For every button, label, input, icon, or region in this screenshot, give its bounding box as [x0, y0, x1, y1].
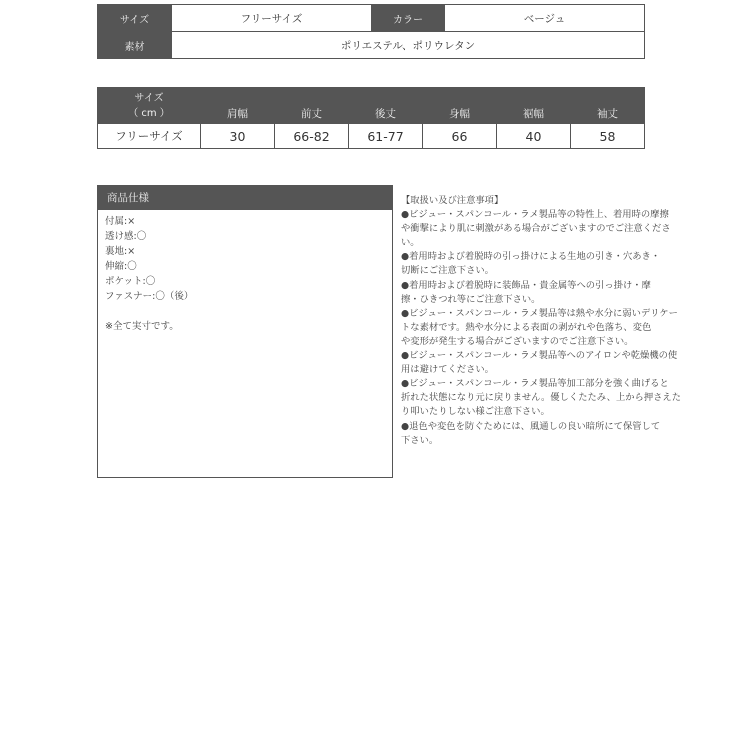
care-notes-title: 【取扱い及び注意事項】 [401, 195, 504, 206]
care-note-line: い。 [401, 237, 420, 249]
spec-item-stretch: 伸縮:〇 [105, 261, 137, 272]
cell-body-width: 66 [423, 124, 497, 149]
care-note-line: 切断にご注意下さい。 [401, 265, 494, 277]
spec-measurement-note: ※全て実寸です。 [105, 321, 179, 332]
spec-body [98, 210, 392, 334]
row-size: フリーサイズ [98, 124, 201, 149]
care-note-line: 折れた状態になり元に戻りません。優しくたたみ、上から押さえた [401, 392, 682, 404]
cell-shoulder-width: 30 [201, 124, 275, 149]
color-value: ベージュ [445, 5, 645, 32]
care-note-line: ●退色や変色を防ぐためには、風通しの良い暗所にて保管して [401, 420, 661, 432]
spec-box [97, 185, 393, 478]
care-note-line: ●ビジュー・スパンコール・ラメ製品等は熱や水分に弱いデリケー [401, 307, 678, 319]
care-note-line: トな素材です。熱や水分による表面の剥がれや色落ち、変色 [401, 321, 652, 333]
measurement-table [97, 87, 645, 149]
product-info-row-material [98, 32, 645, 59]
product-info-table [97, 4, 645, 59]
header-shoulder-width: 肩幅 [201, 88, 275, 124]
header-size-label: サイズ [134, 92, 164, 104]
header-back-length: 後丈 [349, 88, 423, 124]
size-value: フリーサイズ [172, 5, 372, 32]
spec-item-accessories: 付属:× [105, 216, 136, 227]
care-notes [401, 194, 682, 448]
care-note-line: ●着用時および着脱時の引っ掛けによる生地の引き・穴あき・ [401, 251, 661, 263]
cell-sleeve-length: 58 [571, 124, 645, 149]
size-label: サイズ [98, 5, 172, 32]
spec-item-pocket: ポケット:〇 [105, 276, 156, 287]
measurement-header-row [98, 88, 645, 124]
care-note-line: ●ビジュー・スパンコール・ラメ製品等加工部分を強く曲げると [401, 378, 669, 390]
header-hem-width: 裾幅 [497, 88, 571, 124]
header-body-width: 身幅 [423, 88, 497, 124]
material-label: 素材 [98, 32, 172, 59]
header-sleeve-length: 袖丈 [571, 88, 645, 124]
spec-item-sheerness: 透け感:〇 [105, 231, 147, 242]
care-note-line: や衝撃により肌に刺激がある場合がございますのでご注意くださ [401, 223, 671, 235]
cell-hem-width: 40 [497, 124, 571, 149]
product-info-row-size-color [98, 5, 645, 32]
care-note-line: ●ビジュー・スパンコール・ラメ製品等へのアイロンや乾燥機の使 [401, 350, 678, 362]
spec-title: 商品仕様 [98, 186, 392, 210]
spec-spacer [105, 304, 392, 319]
header-size-cm [98, 88, 201, 124]
header-front-length: 前丈 [275, 88, 349, 124]
care-note-line: ●ビジュー・スパンコール・ラメ製品等の特性上、着用時の摩擦 [401, 209, 669, 221]
cell-front-length: 66-82 [275, 124, 349, 149]
table-row [98, 124, 645, 149]
care-note-line: り叩いたりしない様ご注意下さい。 [401, 406, 550, 418]
color-label: カラー [372, 5, 445, 32]
care-note-line: 擦・ひきつれ等にご注意下さい。 [401, 293, 541, 305]
header-cm-label: （ cm ） [128, 107, 170, 119]
spec-item-zipper: ファスナー:〇（後） [105, 291, 194, 302]
care-note-line: 用は避けてください。 [401, 364, 494, 376]
cell-back-length: 61-77 [349, 124, 423, 149]
care-note-line: 下さい。 [401, 434, 439, 446]
spec-item-lining: 裏地:× [105, 246, 136, 257]
care-note-line: や変形が発生する場合がございますのでご注意下さい。 [401, 335, 634, 347]
material-value: ポリエステル、ポリウレタン [172, 32, 645, 59]
care-note-line: ●着用時および着脱時に装飾品・貴金属等への引っ掛け・摩 [401, 279, 651, 291]
